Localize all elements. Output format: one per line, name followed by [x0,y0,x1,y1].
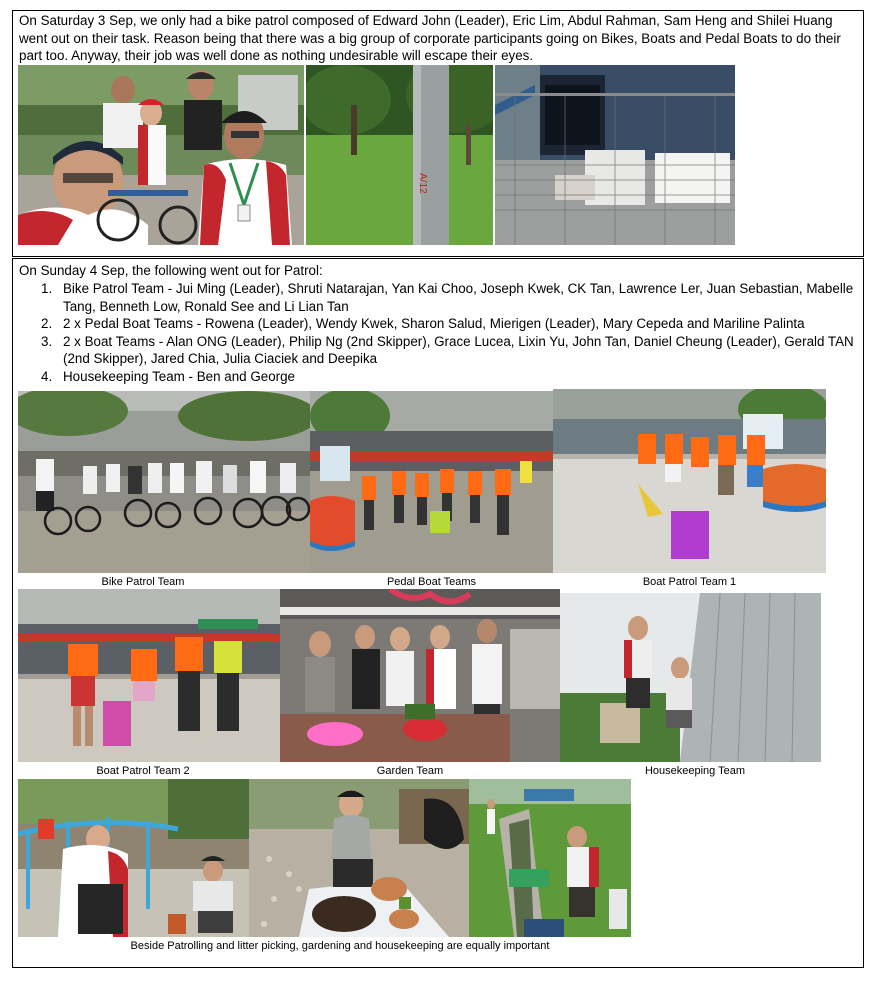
caption-boat-patrol-team-2: Boat Patrol Team 2 [96,765,190,777]
list-item-number: 1. [41,281,53,296]
list-item-number: 4. [41,368,53,384]
caption-garden-team: Garden Team [376,765,444,777]
list-item-text: Housekeeping Team - Ben and George [63,368,296,384]
photo-boat-patrol-team-2 [18,589,280,762]
list-item [19,333,859,368]
caption-boat-patrol-team-1: Boat Patrol Team 1 [642,576,737,588]
caption-bike-patrol-team: Bike Patrol Team [101,576,185,588]
list-item [19,315,859,333]
caption-pedal-boat-teams: Pedal Boat Teams [386,576,477,588]
photo-garden-team [280,589,560,762]
sunday-intro: On Sunday 4 Sep, the following went out for Patrol: [19,263,323,278]
caption-final: Beside Patrolling and litter picking, gardening and housekeeping are equally important [130,940,550,952]
photo-bike-patrol-team [18,391,310,573]
list-item-text: 2 x Boat Teams - Alan ONG (Leader), Philip Ng (2nd Skipper), Grace Lucea, Lixin Yu, John Tan, Daniel Cheung (Leader), Gerald TAN (2nd Skipper), Jared Chia, Julia Ciaciek and Deepika [63,333,854,367]
photo-gardening-kids-pots [18,779,249,937]
photo-boat-patrol-team-1 [553,389,826,573]
photo-gardening-soil-pots [249,779,469,937]
list-item-text: Bike Patrol Team - Jui Ming (Leader), Shruti Natarajan, Yan Kai Choo, Joseph Kwek, CK Tan, Lawrence Ler, Juan Sebastian, Mabelle Tang, Benneth Low, Ronald See and Li Lian Tan [63,281,854,314]
list-item [19,368,859,386]
list-item-number: 3. [41,333,53,349]
photo-bike-patrol-selfie [18,65,304,245]
photo-housekeeping-boat-cleaning [469,779,631,937]
photo-fenced-debris [495,65,735,245]
patrol-team-list [19,280,859,386]
photo-pedal-boat-teams [310,391,553,573]
photo-housekeeping-team [560,593,821,762]
list-item [19,280,859,315]
photo-park-lamp-post [306,65,493,245]
post-marking: A/12 [417,173,428,194]
caption-housekeeping-team: Housekeeping Team [644,765,746,777]
list-item-text: 2 x Pedal Boat Teams - Rowena (Leader), Wendy Kwek, Sharon Salud, Mierigen (Leader), Mary Cepeda and Mariline Palinta [63,316,805,332]
saturday-paragraph: On Saturday 3 Sep, we only had a bike patrol composed of Edward John (Leader), Eric Lim, Abdul Rahman, Sam Heng and Shilei Huang went out on their task. Reason being that there was a big group of corporate participants going on Bikes, Boats and Pedal Boats to do their part too. Anyway, their job was well done as nothing undesirable will escape their eyes. [19,13,841,64]
list-item-number: 2. [41,316,53,332]
